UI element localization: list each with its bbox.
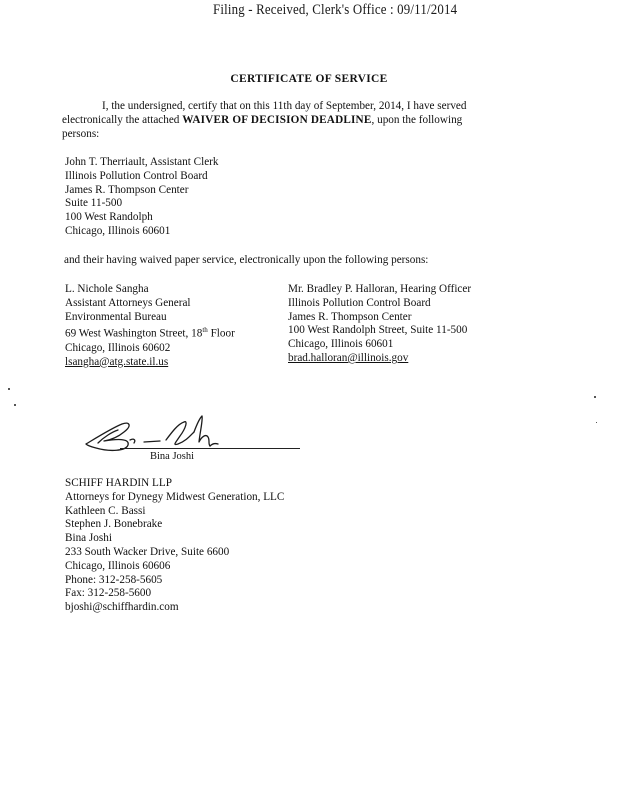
- scan-speck: [596, 422, 597, 423]
- email-link[interactable]: lsangha@atg.state.il.us: [65, 355, 169, 368]
- address-line: Chicago, Illinois 60601: [288, 338, 394, 351]
- street-floor: Floor: [207, 328, 235, 341]
- address-line: James R. Thompson Center: [288, 310, 412, 323]
- address-line: Chicago, Illinois 60602: [65, 341, 171, 354]
- address-line: Illinois Pollution Control Board: [65, 169, 208, 182]
- recipient-left-address: [65, 283, 235, 370]
- primary-recipient-address: [65, 156, 219, 239]
- firm-line: Chicago, Illinois 60606: [65, 559, 171, 572]
- address-line: Environmental Bureau: [65, 310, 167, 323]
- street-text: 69 West Washington Street, 18: [65, 328, 203, 341]
- recipient-right-address: [288, 283, 471, 366]
- firm-line: Kathleen C. Bassi: [65, 504, 146, 517]
- scan-speck: [14, 404, 16, 406]
- handwritten-signature: [82, 410, 322, 470]
- firm-line: 233 South Wacker Drive, Suite 6600: [65, 545, 230, 558]
- scan-speck: [594, 396, 596, 398]
- address-line: 100 West Randolph: [65, 211, 153, 224]
- address-line: Assistant Attorneys General: [65, 296, 191, 309]
- firm-email[interactable]: bjoshi@schiffhardin.com: [65, 601, 179, 614]
- firm-signature-block: [65, 477, 284, 615]
- address-line: L. Nichole Sangha: [65, 283, 149, 295]
- intro-paragraph: [62, 100, 502, 141]
- street-address-line: [65, 324, 235, 342]
- address-line: John T. Therriault, Assistant Clerk: [65, 156, 219, 168]
- scan-speck: [8, 388, 10, 390]
- email-link[interactable]: brad.halloran@illinois.gov: [288, 351, 409, 364]
- address-line: Mr. Bradley P. Halloran, Hearing Officer: [288, 283, 472, 295]
- address-line: Chicago, Illinois 60601: [65, 224, 171, 237]
- firm-fax: Fax: 312-258-5600: [65, 587, 152, 600]
- firm-line: Bina Joshi: [65, 532, 112, 545]
- intro-text-start: I, the undersigned, certify that on this 11th day of September, 2014, I have served electronically the attached: [62, 100, 467, 126]
- address-line: Illinois Pollution Control Board: [288, 296, 431, 309]
- served-document-name: WAIVER OF DECISION DEADLINE: [182, 113, 372, 126]
- ordinal-suffix: th: [202, 326, 208, 335]
- address-line: James R. Thompson Center: [65, 183, 189, 196]
- signer-name: Bina Joshi: [150, 451, 195, 462]
- address-line: Suite 11-500: [65, 197, 123, 210]
- firm-line: Attorneys for Dynegy Midwest Generation, LLC: [65, 490, 285, 503]
- address-line: 100 West Randolph Street, Suite 11-500: [288, 324, 468, 337]
- firm-phone: Phone: 312-258-5605: [65, 573, 163, 586]
- firm-line: Stephen J. Bonebrake: [65, 518, 163, 531]
- document-title: CERTIFICATE OF SERVICE: [230, 73, 388, 85]
- filing-stamp: Filing - Received, Clerk's Office : 09/11/2014: [213, 2, 458, 18]
- intro-text-end: , upon the following persons:: [62, 113, 463, 140]
- waived-service-notice: and their having waived paper service, electronically upon the following persons:: [64, 254, 429, 266]
- firm-name: SCHIFF HARDIN LLP: [65, 477, 172, 489]
- signature-line: [120, 448, 300, 449]
